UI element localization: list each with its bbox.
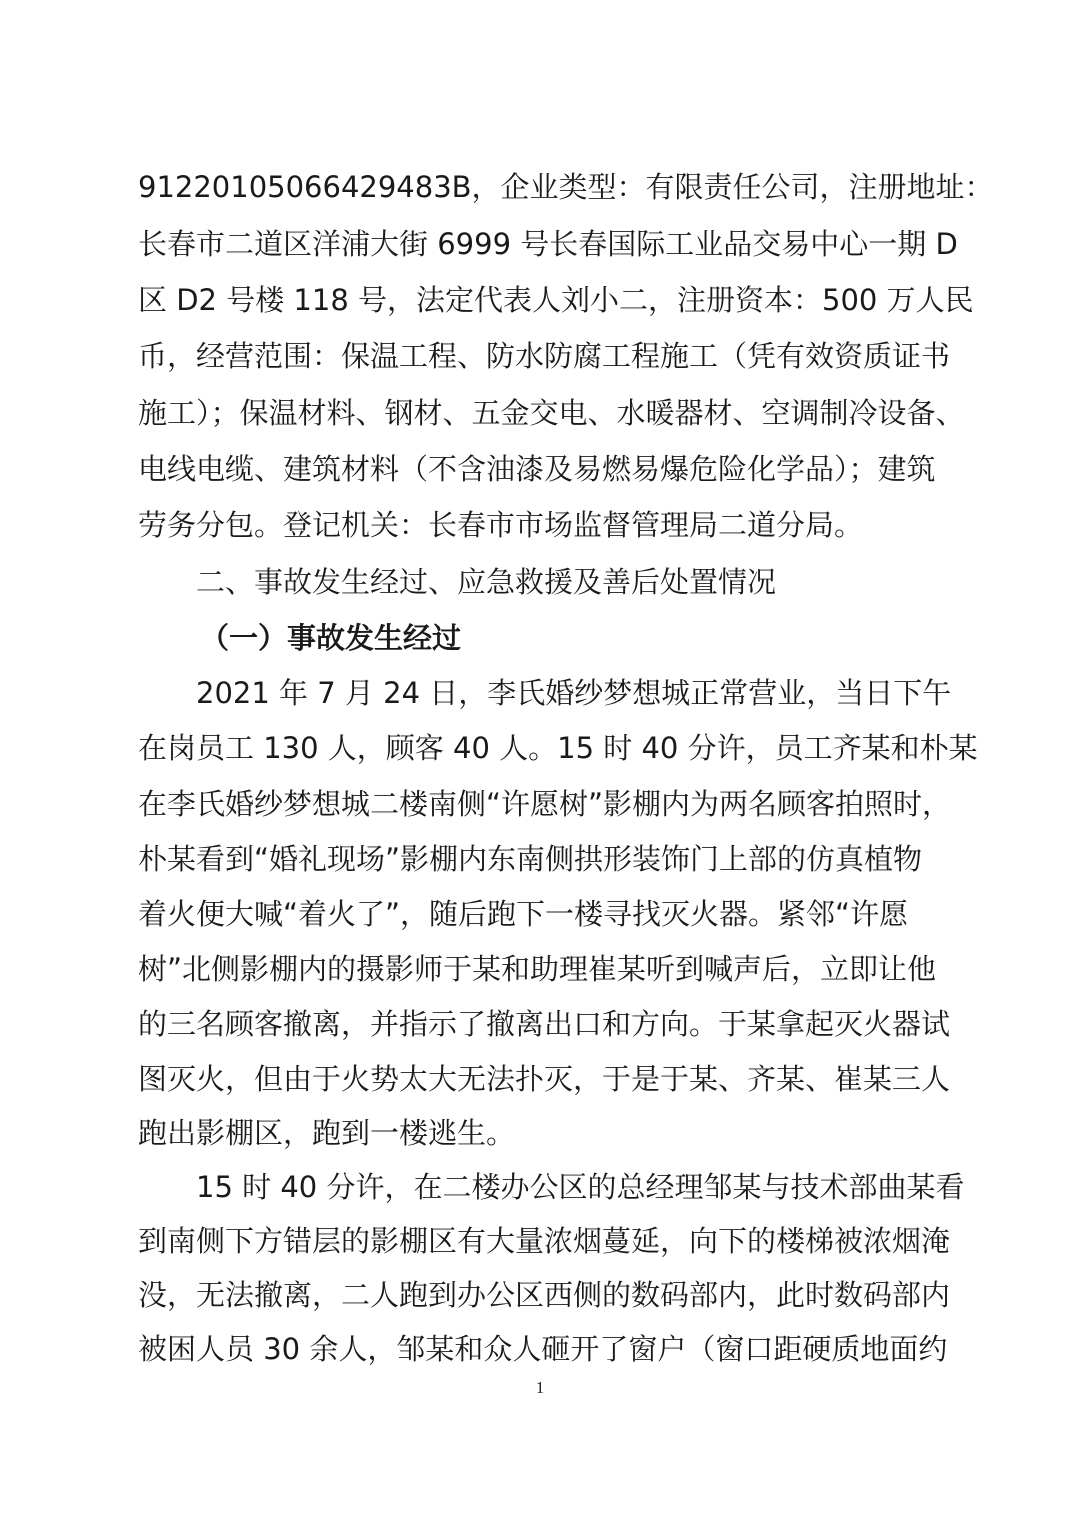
text-line: 区 D2 号楼 118 号，法定代表人刘小二，注册资本：500 万人民 [138, 283, 974, 317]
text-line: 2021 年 7 月 24 日，李氏婚纱梦想城正常营业，当日下午 [196, 676, 952, 710]
text-line: 15 时 40 分许，在二楼办公区的总经理邹某与技术部曲某看 [196, 1170, 965, 1204]
subsection-heading: （一）事故发生经过 [200, 621, 462, 655]
text-line: 没，无法撤离，二人跑到办公区西侧的数码部内，此时数码部内 [138, 1278, 951, 1312]
text-line: 电线电缆、建筑材料（不含油漆及易燃易爆危险化学品）；建筑 [138, 452, 936, 486]
text-line: 在李氏婚纱梦想城二楼南侧“许愿树”影棚内为两名顾客拍照时， [138, 787, 952, 821]
text-line: 施工）；保温材料、钢材、五金交电、水暖器材、空调制冷设备、 [138, 396, 965, 430]
text-line: 劳务分包。登记机关：长春市市场监督管理局二道分局。 [138, 508, 864, 542]
text-line: 的三名顾客撤离，并指示了撤离出口和方向。于某拿起灭火器试 [138, 1007, 951, 1041]
text-line: 树”北侧影棚内的摄影师于某和助理崔某听到喊声后，立即让他 [138, 952, 937, 986]
text-line: 到南侧下方错层的影棚区有大量浓烟蔓延，向下的楼梯被浓烟淹 [138, 1224, 951, 1258]
text-line: 朴某看到“婚礼现场”影棚内东南侧拱形装饰门上部的仿真植物 [138, 842, 923, 876]
text-line: 图灭火，但由于火势太大无法扑灭，于是于某、齐某、崔某三人 [138, 1062, 951, 1096]
text-line: 长春市二道区洋浦大街 6999 号长春国际工业品交易中心一期 D [138, 227, 958, 261]
text-line: 跑出影棚区，跑到一楼逃生。 [138, 1116, 516, 1150]
text-line: 币，经营范围：保温工程、防水防腐工程施工（凭有效资质证书 [138, 339, 951, 373]
text-line: 被困人员 30 余人，邹某和众人砸开了窗户（窗口距硬质地面约 [138, 1332, 948, 1366]
text-line: 着火便大喊“着火了”，随后跑下一楼寻找灭火器。紧邻“许愿 [138, 897, 909, 931]
page-number: 1 [535, 1378, 545, 1397]
text-line: 91220105066429483B，企业类型：有限责任公司，注册地址： [138, 170, 994, 204]
text-line: 在岗员工 130 人，顾客 40 人。15 时 40 分许，员工齐某和朴某 [138, 731, 978, 765]
section-heading: 二、事故发生经过、应急救援及善后处置情况 [196, 565, 777, 599]
